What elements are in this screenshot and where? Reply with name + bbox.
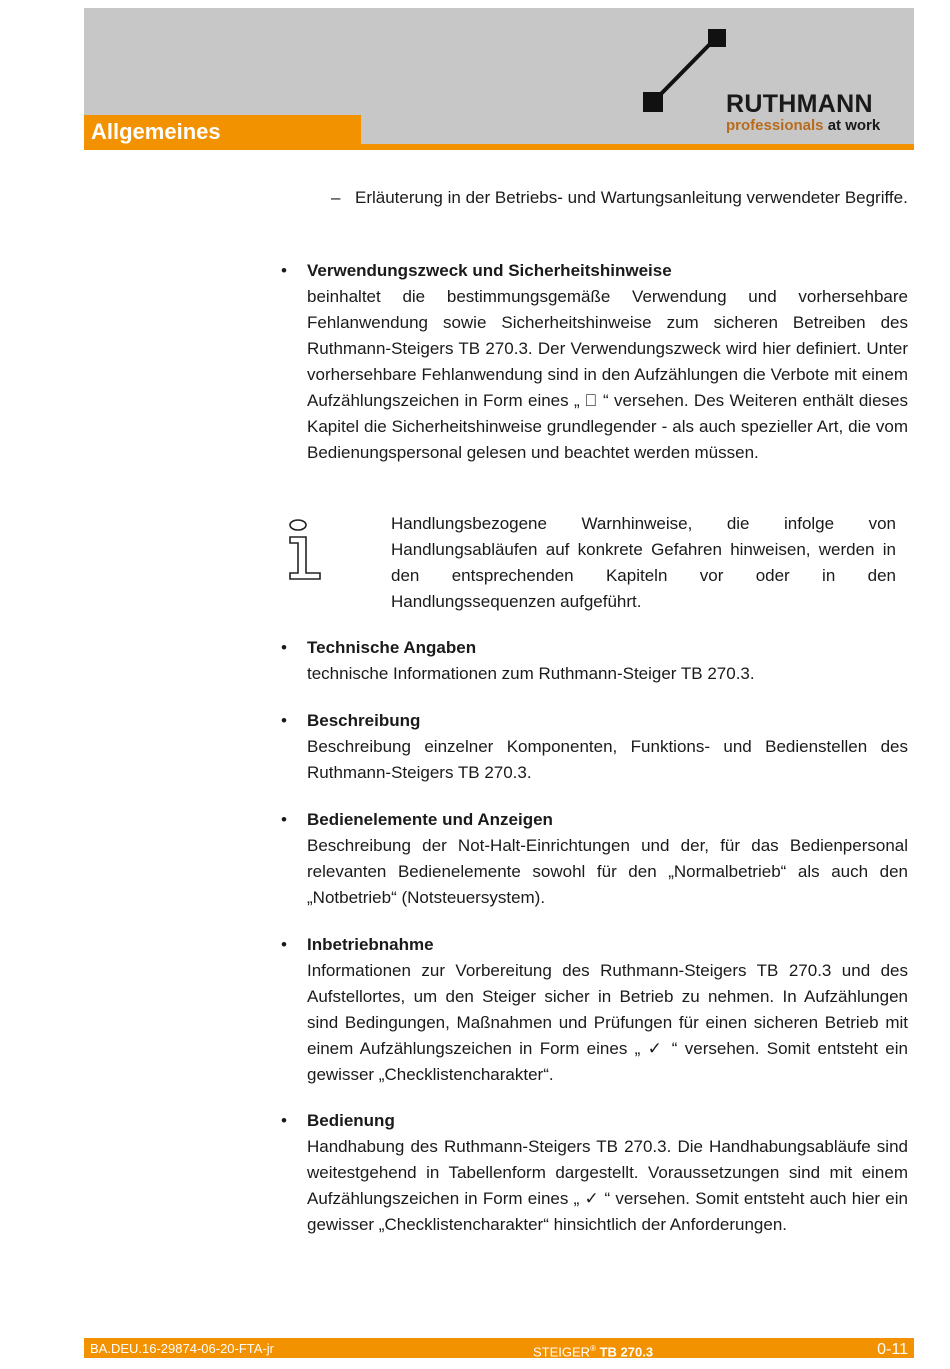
- logo-brand: RUTHMANN: [726, 90, 873, 118]
- section-heading: Bedienung: [307, 1111, 395, 1130]
- intro-item-text: Erläuterung in der Betriebs- und Wartungsanleitung verwendeter Begriffe.: [355, 188, 908, 207]
- footer-product: [533, 1339, 653, 1362]
- page-footer: [84, 1338, 914, 1358]
- section-paragraph: technische Informationen zum Ruthmann-Steiger TB 270.3.: [307, 664, 755, 683]
- header-accent-strip: [361, 144, 914, 150]
- footer-product-model: TB 270.3: [599, 1344, 654, 1360]
- section-paragraph: beinhaltet die bestimmungsgemäße Verwendung und vorhersehbare Fehlanwendung sowie Sicherheitshinweise zum sicheren Betreiben des Ruthmann-Steigers TB 270.3. Der Verwendungszweck wird hier definiert. Unter vorhersehbare Fehlanwendung sind in den Aufzählungen die Verbote mit einem Aufzählungszeichen in Form eines „ ⃠ “ versehen. Des Weiteren enthält dieses Kapitel die Sicherheitshinweise grundlegender - als auch spezieller Art, die vom Bedienungspersonal gelesen und beachtet werden müssen.: [307, 287, 908, 462]
- section-heading: Inbetriebnahme: [307, 935, 434, 954]
- bullet-marker: •: [281, 935, 287, 954]
- bullet-marker: •: [281, 711, 287, 730]
- logo-tagline: [726, 118, 880, 134]
- section-paragraph: Beschreibung der Not-Halt-Einrichtungen und der, für das Bedienpersonal relevanten Bedienelemente sowohl für den „Normalbetrieb“ als auch den „Notbetrieb“ (Notsteuersystem).: [307, 836, 908, 907]
- bullet-marker: •: [281, 638, 287, 657]
- logo-tagline-prefix: professionals: [726, 117, 824, 134]
- section-title: Allgemeines: [91, 119, 221, 144]
- logo-tagline-suffix: at work: [827, 117, 881, 134]
- footer-product-prefix: STEIGER: [533, 1344, 591, 1360]
- section-heading: Bedienelemente und Anzeigen: [307, 810, 553, 829]
- footer-doc-code: BA.DEU.16-29874-06-20-FTA-jr: [90, 1341, 274, 1356]
- bullet-marker: •: [281, 261, 287, 280]
- bullet-marker: •: [281, 810, 287, 829]
- section-paragraph: Handhabung des Ruthmann-Steigers TB 270.3. Die Handhabungsabläufe sind weitestgehend in Tabellenform dargestellt. Voraussetzungen sind mit einem Aufzählungszeichen in Form eines „ ✓ “ versehen. Somit entsteht auch hier ein gewisser „Checklistencharakter“ hinsichtlich der Anforderungen.: [307, 1137, 908, 1234]
- ruthmann-logo: [640, 26, 912, 136]
- registered-mark: ®: [590, 1344, 596, 1353]
- info-icon: [286, 515, 326, 581]
- section-paragraph: Informationen zur Vorbereitung des Ruthmann-Steigers TB 270.3 und des Aufstellortes, um den Steiger sicher in Betrieb zu nehmen. In Aufzählungen sind Bedingungen, Maßnahmen und Prüfungen für einen sicheren Betrieb mit einem Aufzählungszeichen in Form eines „ ✓ “ versehen. Somit entsteht ein gewisser „Checklistencharakter“.: [307, 961, 908, 1084]
- section-heading: Verwendungszweck und Sicherheitshinweise: [307, 261, 672, 280]
- section-heading: Beschreibung: [307, 711, 421, 730]
- dash-marker: –: [331, 188, 341, 207]
- section-paragraph: Beschreibung einzelner Komponenten, Funktions- und Bedienstellen des Ruthmann-Steigers TB 270.3.: [307, 737, 908, 782]
- footer-page-number: 0-11: [877, 1341, 908, 1358]
- info-note-text: Handlungsbezogene Warnhinweise, die infolge von Handlungsabläufen auf konkrete Gefahren hinweisen, werden in den entsprechenden Kapiteln vor oder in den Handlungssequenzen aufgeführt.: [391, 514, 896, 611]
- bullet-marker: •: [281, 1111, 287, 1130]
- section-heading: Technische Angaben: [307, 638, 477, 657]
